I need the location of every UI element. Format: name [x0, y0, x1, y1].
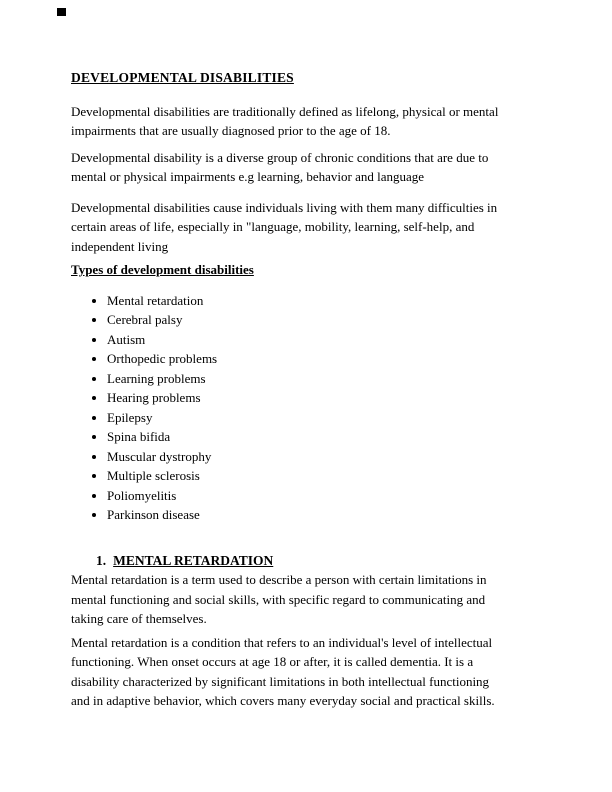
types-bullet-list: [71, 291, 544, 525]
list-item: • Epilepsy: [107, 408, 544, 428]
paragraph-line: functioning. When onset occurs at age 18 or after, it is called dementia. It is a: [71, 654, 474, 669]
paragraph-line: Developmental disability is a diverse group of chronic conditions that are due to: [71, 149, 489, 165]
paragraph-line: mental functioning and social skills, with specific regard to communicating and: [71, 591, 486, 607]
paragraph-line: Mental retardation is a term used to describe a person with certain limitations in: [71, 572, 487, 587]
corner-artifact-mark: [57, 8, 66, 16]
paragraph-line: mental or physical impairments e.g learning, behavior and language: [71, 169, 425, 184]
document-content: [71, 0, 544, 711]
paragraph-difficulties: [71, 198, 544, 257]
section1-title: MENTAL RETARDATION: [113, 552, 274, 568]
list-item: • Poliomyelitis: [107, 486, 544, 506]
paragraph-line: impairments that are usually diagnosed prior to the age of 18.: [71, 123, 391, 138]
section1-heading: [96, 551, 544, 571]
paragraph-mr-condition: [71, 633, 544, 711]
paragraph-line: Developmental disabilities are traditionally defined as lifelong, physical or mental: [71, 103, 499, 119]
paragraph-line: independent living: [71, 238, 169, 254]
list-item: • Parkinson disease: [107, 505, 544, 525]
document-title: DEVELOPMENTAL DISABILITIES: [71, 70, 294, 85]
list-item: • Mental retardation: [107, 291, 544, 311]
list-item: • Muscular dystrophy: [107, 447, 544, 467]
paragraph-line: Mental retardation is a condition that refers to an individual's level of intellectual: [71, 634, 493, 650]
list-item: • Spina bifida: [107, 427, 544, 447]
section1-number: 1.: [96, 552, 107, 568]
paragraph-line: disability characterized by significant limitations in both intellectual functioning: [71, 673, 490, 689]
list-item: • Orthopedic problems: [107, 349, 544, 369]
types-heading: Types of development disabilities: [71, 262, 254, 277]
paragraph-line: taking care of themselves.: [71, 611, 207, 626]
paragraph-line: certain areas of life, especially in "language, mobility, learning, self-help, and: [71, 219, 475, 234]
list-item: • Multiple sclerosis: [107, 466, 544, 486]
paragraph-mr-term: [71, 570, 544, 629]
list-item: • Autism: [107, 330, 544, 350]
paragraph-line: and in adaptive behavior, which covers many everyday social and practical skills.: [71, 693, 495, 708]
list-item: • Learning problems: [107, 369, 544, 389]
paragraph-diverse-group: [71, 148, 544, 187]
paragraph-definition: [71, 102, 544, 141]
list-item: • Cerebral palsy: [107, 310, 544, 330]
list-item: • Hearing problems: [107, 388, 544, 408]
paragraph-line: Developmental disabilities cause individuals living with them many difficulties in: [71, 199, 498, 215]
